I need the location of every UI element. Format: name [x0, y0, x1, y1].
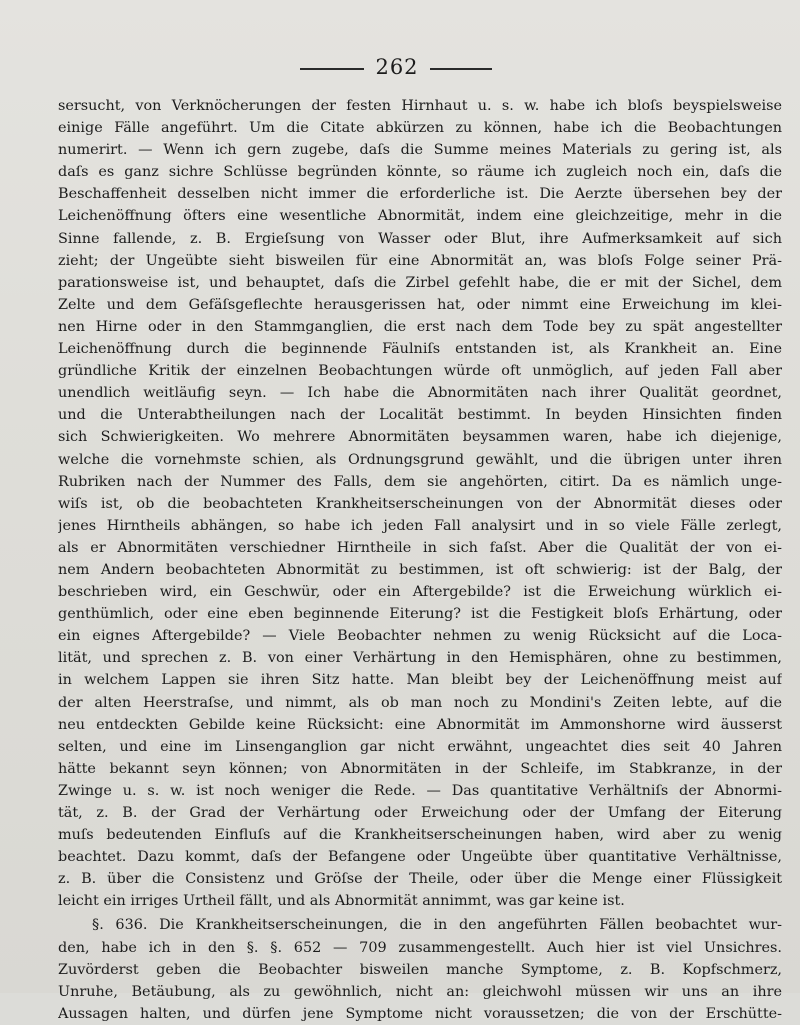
paragraph-1 — [58, 95, 782, 912]
text-line: den, habe ich in den §. §. 652 — 709 zusammengestellt. Auch hier ist viel Unsichres. — [58, 939, 782, 956]
text-line: muſs bedeutenden Einfluſs auf die Krankheitserscheinungen haben, wird aber zu wenig — [58, 827, 782, 844]
text-line: unendlich weitläufig seyn. — Ich habe die Abnormitäten nach ihrer Qualität geordnet, — [58, 385, 782, 402]
text-line: Sinne fallende, z. B. Ergieſsung von Wasser oder Blut, ihre Aufmerksamkeit auf sich — [58, 230, 782, 247]
text-line: genthümlich, oder eine eben beginnende Eiterung? ist die Festigkeit bloſs Erhärtung, oder — [58, 606, 782, 623]
text-line: tät, z. B. der Grad der Verhärtung oder Erweichung oder der Umfang der Eiterung — [58, 805, 782, 821]
text-line: der alten Heerstraſse, und nimmt, als ob man noch zu Mondini's Zeiten lebte, auf die — [58, 694, 782, 711]
text-line: Zuvörderst geben die Beobachter bisweilen manche Symptome, z. B. Kopfschmerz, — [58, 961, 782, 978]
text-line: und die Unterabtheilungen nach der Localität bestimmt. In beyden Hinsichten finden — [58, 407, 782, 424]
text-line: hätte bekannt seyn können; von Abnormitäten in der Schleife, im Stabkranze, in der — [58, 760, 782, 777]
text-line: Beschaffenheit desselben nicht immer die erforderliche ist. Die Aerzte übersehen bey der — [58, 186, 782, 203]
page-number: 262 — [375, 55, 419, 79]
text-line: Aussagen halten, und dürfen jene Symptome nicht voraussetzen; die von der Erschütte- — [58, 1005, 782, 1022]
text-line: leicht ein irriges Urtheil fällt, und als Abnormität annimmt, was gar keine ist. — [58, 893, 625, 910]
text-line: Unruhe, Betäubung, als zu gewöhnlich, nicht an: gleichwohl müssen wir uns an ihre — [58, 983, 782, 1000]
text-line: Zwinge u. s. w. ist noch weniger die Rede. — Das quantitative Verhältniſs der Abnormi- — [58, 782, 782, 799]
text-line: Zelte und dem Gefäſsgeflechte herausgerissen hat, oder nimmt eine Erweichung im klei- — [58, 296, 782, 313]
text-line: zieht; der Ungeübte sieht bisweilen für eine Abnormität an, was bloſs Folge seiner Prä- — [58, 252, 782, 269]
page-header — [0, 52, 800, 82]
text-line: nem Andern beobachteten Abnormität zu bestimmen, ist oft schwierig: ist der Balg, der — [58, 561, 782, 578]
body-text — [58, 95, 782, 1025]
text-line: daſs es ganz sichre Schlüsse begründen könnte, so räume ich zugleich noch ein, daſs die — [58, 164, 782, 181]
text-line: beachtet. Dazu kommt, daſs der Befangene oder Ungeübte über quantitative Verhältnisse, — [58, 849, 782, 866]
text-line: parationsweise ist, und behauptet, daſs die Zirbel gefehlt habe, die er mit der Sichel, dem — [58, 274, 782, 291]
text-line: gründliche Kritik der einzelnen Beobachtungen würde oft unmöglich, auf jeden Fall aber — [58, 363, 782, 380]
text-line: lität, und sprechen z. B. von einer Verhärtung in den Hemisphären, ohne zu bestimmen, — [58, 650, 782, 667]
text-line: einige Fälle angeführt. Um die Citate abkürzen zu können, habe ich die Beobachtungen — [58, 120, 782, 137]
text-line: jenes Hirntheils abhängen, so habe ich jeden Fall analysirt und in so viele Fälle zerlegt, — [58, 517, 782, 534]
text-line: Leichenöffnung durch die beginnende Fäulniſs entstanden ist, als Krankheit an. Eine — [58, 341, 782, 358]
text-line: ein eignes Aftergebilde? — Viele Beobachter nehmen zu wenig Rücksicht auf die Loca- — [58, 628, 782, 645]
header-rule-right — [430, 68, 492, 70]
header-rule-left — [300, 68, 364, 70]
text-line: in welchem Lappen sie ihren Sitz hatte. Man bleibt bey der Leichenöffnung meist auf — [58, 672, 782, 689]
text-line: beschrieben wird, ein Geschwür, oder ein Aftergebilde? ist die Erweichung würklich ei- — [58, 584, 782, 601]
text-line: Rubriken nach der Nummer des Falls, dem sie angehörten, citirt. Da es nämlich unge- — [58, 473, 782, 490]
text-line: numerirt. — Wenn ich gern zugebe, daſs die Summe meines Materials zu gering ist, als — [58, 142, 782, 159]
text-line: wiſs ist, ob die beobachteten Krankheitserscheinungen von der Abnormität dieses oder — [58, 495, 782, 512]
text-line: nen Hirne oder in den Stammganglien, die erst nach dem Tode bey zu spät angestellter — [58, 318, 782, 335]
text-line: selten, und eine im Linsenganglion gar nicht erwähnt, ungeachtet dies seit 40 Jahren — [58, 738, 782, 755]
text-line: welche die vornehmste schien, als Ordnungsgrund gewählt, und die übrigen unter ihren — [58, 451, 782, 468]
text-line: Leichenöffnung öfters eine wesentliche Abnormität, indem eine gleichzeitige, mehr in die — [58, 208, 782, 225]
text-line: §. 636. Die Krankheitserscheinungen, die in den angeführten Fällen beobachtet wur- — [92, 917, 782, 934]
text-line: neu entdeckten Gebilde keine Rücksicht: eine Abnormität im Ammonshorne wird äusserst — [58, 716, 782, 733]
text-line: sich Schwierigkeiten. Wo mehrere Abnormitäten beysammen waren, habe ich diejenige, — [58, 429, 782, 446]
text-line: als er Abnormitäten verschiedner Hirntheile in sich faſst. Aber die Qualität der von ei- — [58, 539, 782, 556]
text-line: sersucht, von Verknöcherungen der festen Hirnhaut u. s. w. habe ich bloſs beyspielsweise — [58, 98, 782, 114]
text-line: z. B. über die Consistenz und Gröſse der Theile, oder über die Menge einer Flüssigkeit — [58, 871, 782, 888]
paragraph-2 — [58, 914, 782, 1024]
